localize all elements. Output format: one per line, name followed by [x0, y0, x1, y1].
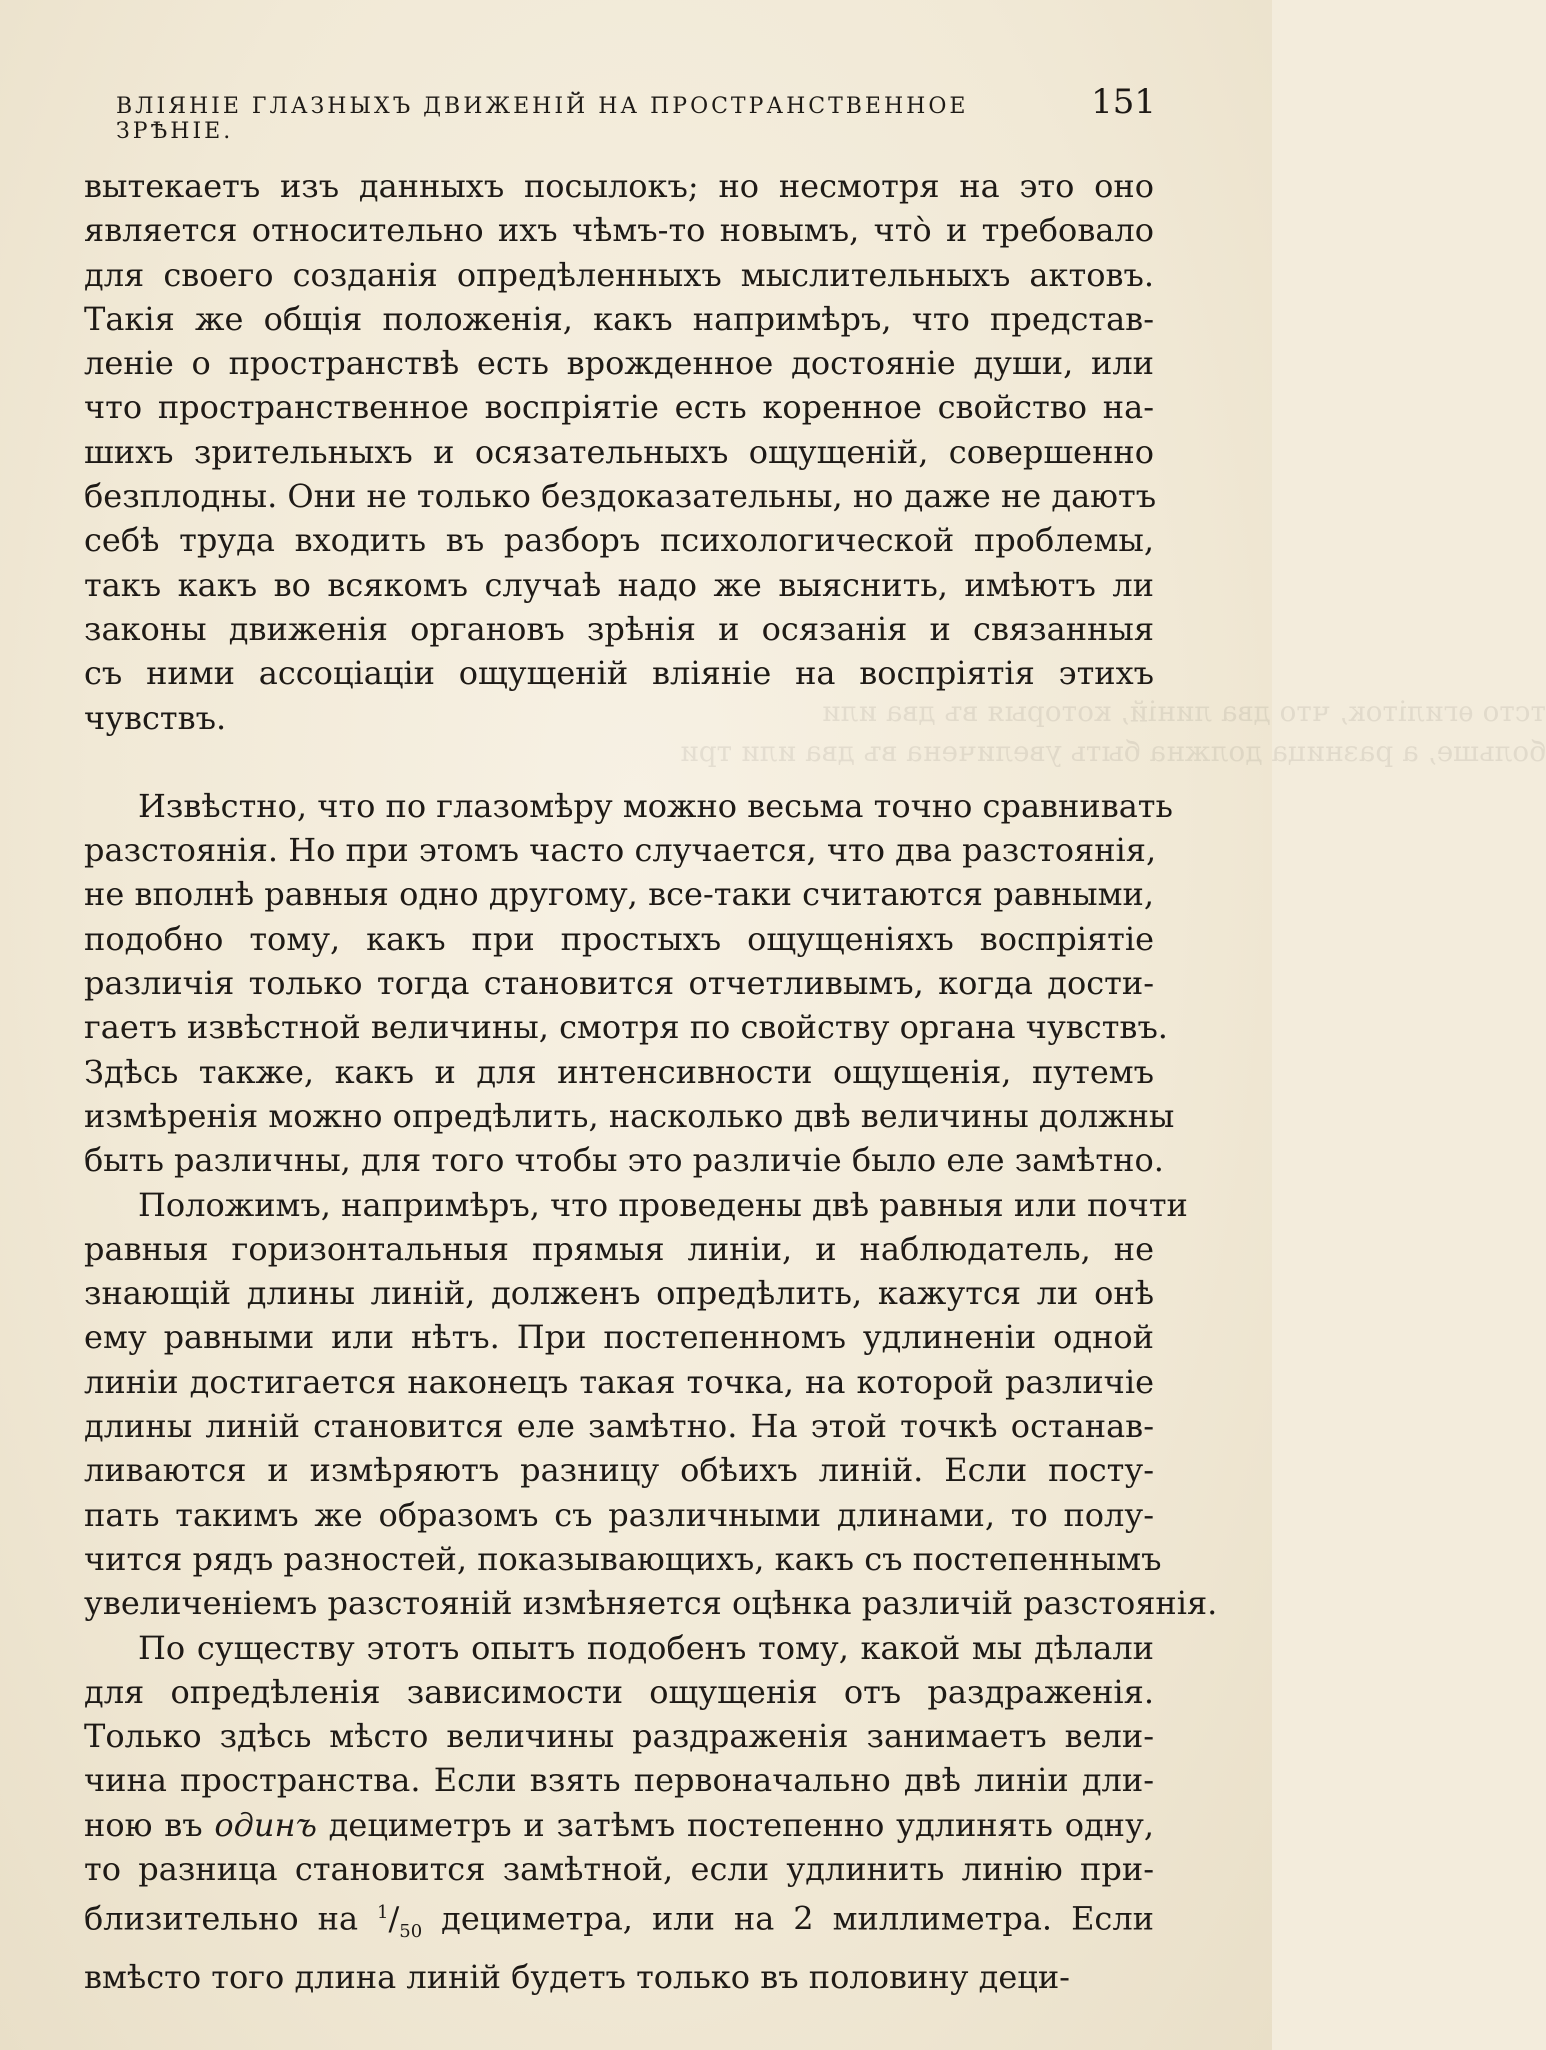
- text-line: леніе о пространствѣ есть врожденное достояніе души, или: [84, 344, 1154, 383]
- text-line: ему равными или нѣтъ. При постепенномъ удлиненіи одной: [84, 1318, 1154, 1357]
- text-line: чувствъ.: [84, 698, 227, 737]
- text-segment: дециметръ и затѣмъ постепенно удлинять одну,: [316, 1805, 1155, 1844]
- text-line: линіи достигается наконецъ такая точка, на которой различіе: [84, 1362, 1154, 1401]
- text-segment: дециметра, или на 2 миллиметра. Если: [422, 1899, 1155, 1938]
- text-line: законы движенія органовъ зрѣнія и осязанія и связанныя: [84, 609, 1154, 648]
- text-line: для опредѣленія зависимости ощущенія отъ раздраженія.: [84, 1672, 1154, 1711]
- text-line: Такія же общія положенія, какъ напримѣръ, что представ-: [84, 299, 1154, 338]
- text-line: увеличеніемъ разстояній измѣняется оцѣнка различій разстоянія.: [84, 1584, 1218, 1623]
- text-line: съ ними ассоціаціи ощущеній вліяніе на воспріятія этихъ: [84, 654, 1154, 693]
- paragraph-2: [84, 784, 1175, 1183]
- text-line: подобно тому, какъ при простыхъ ощущеніяхъ воспріятіе: [84, 919, 1154, 958]
- text-line: ливаются и измѣряютъ разницу обѣихъ линій. Если посту-: [84, 1451, 1154, 1490]
- paragraph-3: [84, 1183, 1218, 1626]
- text-line: равныя горизонтальныя прямыя линіи, и наблюдатель, не: [84, 1229, 1154, 1268]
- text-line: измѣренія можно опредѣлить, насколько двѣ величины должны: [84, 1096, 1175, 1135]
- text-line: Извѣстно, что по глазомѣру можно весьма точно сравнивать: [138, 786, 1173, 825]
- text-segment: ною въ: [84, 1805, 215, 1844]
- text-line: вытекаетъ изъ данныхъ посылокъ; но несмотря на это оно: [84, 167, 1154, 205]
- paragraph-1: [84, 164, 1157, 740]
- paragraph-4: [84, 1626, 1154, 1999]
- text-line: шихъ зрительныхъ и осязательныхъ ощущеній, совершенно: [84, 432, 1154, 471]
- bleed-line: тсто ѳгиліток, что два линій, которыя въ два или: [821, 695, 1546, 728]
- text-line: то разница становится замѣтной, если удлинить линію при-: [84, 1849, 1154, 1888]
- text-line: чится рядъ разностей, показывающихъ, какъ съ постепеннымъ: [84, 1539, 1162, 1578]
- text-line: Положимъ, напримѣръ, что проведены двѣ равныя или почти: [138, 1185, 1188, 1224]
- text-line: безплодны. Они не только бездоказательны, но даже не даютъ: [84, 477, 1157, 516]
- paragraph-gap: [84, 740, 1154, 784]
- text-segment: близительно на: [84, 1899, 378, 1938]
- text-line: По существу этотъ опытъ подобенъ тому, какой мы дѣлали: [138, 1628, 1154, 1667]
- text-line: близительно на $^1/_{50}$ дециметра, или на 2 миллиметра. Если: [84, 1899, 1155, 1943]
- text-line: себѣ труда входить въ разборъ психологической проблемы,: [84, 521, 1154, 560]
- fraction-denominator: 50: [399, 1921, 423, 1943]
- text-line: гаетъ извѣстной величины, смотря по свойству органа чувствъ.: [84, 1008, 1168, 1047]
- running-head: ВЛІЯНІЕ ГЛАЗНЫХЪ ДВИЖЕНІЙ НА ПРОСТРАНСТВЕННОЕ ЗРѢНІЕ.: [116, 94, 969, 144]
- italic-word: одинъ: [214, 1805, 317, 1844]
- page-number: 151: [1091, 82, 1156, 122]
- text-line: для своего созданія опредѣленныхъ мыслительныхъ актовъ.: [84, 255, 1154, 294]
- bleed-line: больше, а разница должна быть увеличена въ два или три: [680, 735, 1546, 768]
- fraction-numerator: 1: [377, 1902, 389, 1924]
- text-line: Здѣсь также, какъ и для интенсивности ощущенія, путемъ: [84, 1052, 1154, 1091]
- text-line: пать такимъ же образомъ съ различными длинами, то полу-: [84, 1495, 1154, 1534]
- text-line: [84, 1803, 1154, 1847]
- text-line: чина пространства. Если взять первоначально двѣ линіи дли-: [84, 1761, 1154, 1800]
- page-header: [116, 82, 1156, 144]
- text-line: разстоянія. Но при этомъ часто случается, что два разстоянія,: [84, 831, 1157, 870]
- text-line: не вполнѣ равныя одно другому, все-таки считаются равными,: [84, 875, 1154, 914]
- text-line: длины линій становится еле замѣтно. На этой точкѣ останав-: [84, 1407, 1154, 1446]
- text-line: Только здѣсь мѣсто величины раздраженія занимаетъ вели-: [84, 1717, 1154, 1756]
- text-line: что пространственное воспріятіе есть коренное свойство на-: [84, 388, 1154, 427]
- text-line: знающій длины линій, долженъ опредѣлить, кажутся ли онѣ: [84, 1274, 1154, 1313]
- text-line: является относительно ихъ чѣмъ-то новымъ, что̀ и требовало: [84, 211, 1154, 250]
- text-line: быть различны, для того чтобы это различіе было еле замѣтно.: [84, 1141, 1164, 1180]
- text-line: такъ какъ во всякомъ случаѣ надо же выяснить, имѣютъ ли: [84, 565, 1154, 604]
- text-line: различія только тогда становится отчетливымъ, когда дости-: [84, 964, 1154, 1003]
- text-line: вмѣсто того длина линій будетъ только въ половину деци-: [84, 1957, 1070, 1996]
